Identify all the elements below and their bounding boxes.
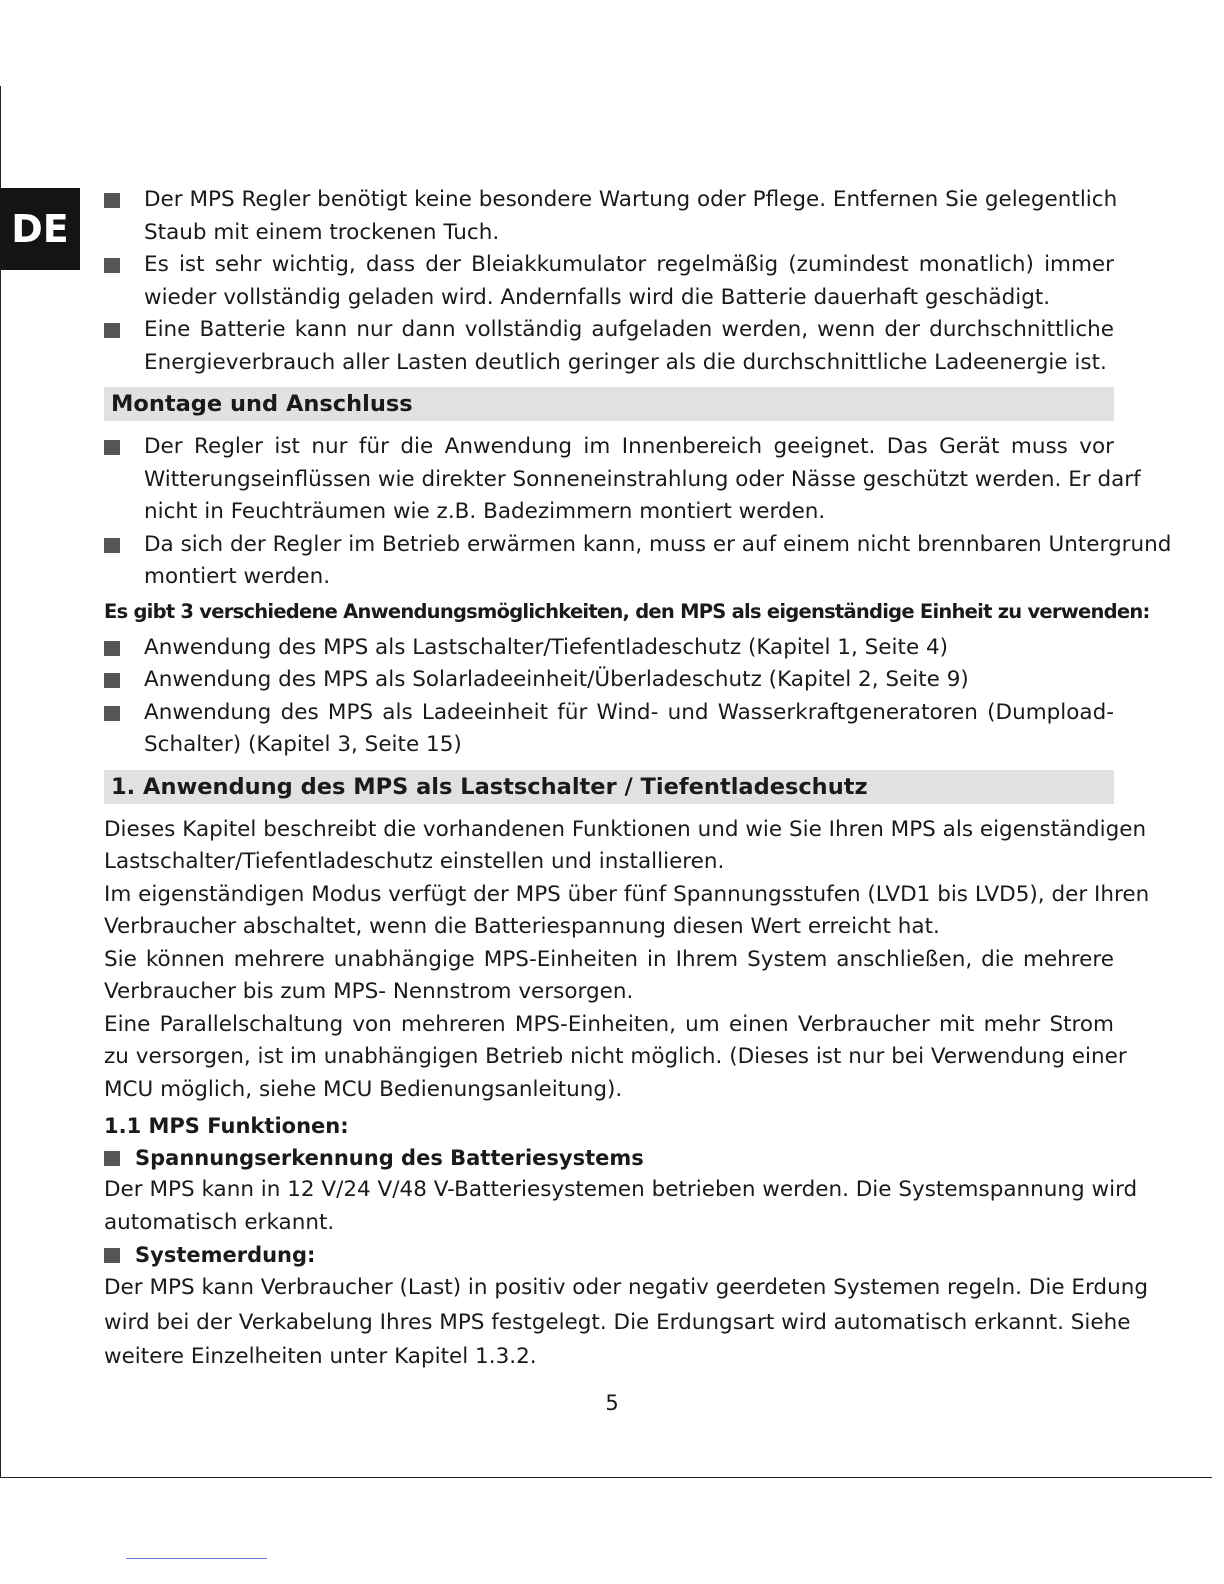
list-item <box>104 431 1141 529</box>
text-line: MCU möglich, siehe MCU Bedienungsanleitung). <box>104 1076 623 1102</box>
feature-heading <box>104 1239 1114 1271</box>
text-line: Anwendung des MPS als Ladeeinheit für Wind- und Wasserkraftgeneratoren (Dumpload- <box>144 699 1114 725</box>
text-line: Anwendung des MPS als Solarladeeinheit/Überladeschutz (Kapitel 2, Seite 9) <box>144 667 969 692</box>
square-bullet-icon <box>104 258 120 273</box>
text-line: Eine Batterie kann nur dann vollständig aufgeladen werden, wenn der durchschnittliche <box>144 317 1114 342</box>
text-line: Anwendung des MPS als Lastschalter/Tiefentladeschutz (Kapitel 1, Seite 4) <box>144 634 949 660</box>
text-line: Energieverbrauch aller Lasten deutlich geringer als die durchschnittliche Ladeenergie ist. <box>144 349 1107 375</box>
list-item <box>104 249 1114 314</box>
text-line: Es ist sehr wichtig, dass der Bleiakkumulator regelmäßig (zumindest monatlich) immer <box>144 252 1114 277</box>
subsection-title: 1.1 MPS Funktionen: <box>104 1114 349 1138</box>
text-line: Witterungseinflüssen wie direkter Sonneneinstrahlung oder Nässe geschützt werden. Er darf <box>144 466 1141 492</box>
text-line: montiert werden. <box>144 564 331 589</box>
feature-title: Systemerdung: <box>135 1243 316 1267</box>
text-line: Eine Parallelschaltung von mehreren MPS-Einheiten, um einen Verbraucher mit mehr Strom <box>104 1011 1114 1037</box>
list-item <box>104 664 1114 697</box>
language-tab: DE <box>0 188 80 270</box>
square-bullet-icon <box>104 673 120 688</box>
paragraph <box>104 944 1114 1009</box>
feature-title: Spannungserkennung des Batteriesystems <box>135 1146 644 1170</box>
text-line: Der Regler ist nur für die Anwendung im Innenbereich geeignet. Das Gerät muss vor <box>144 434 1114 459</box>
square-bullet-icon <box>104 1151 120 1166</box>
page-content <box>104 184 1172 1375</box>
text-line: wird bei der Verkabelung Ihres MPS festgelegt. Die Erdungsart wird automatisch erkannt. Siehe <box>104 1309 1131 1335</box>
square-bullet-icon <box>104 641 120 656</box>
list-item <box>104 314 1114 379</box>
text-line: Im eigenständigen Modus verfügt der MPS über fünf Spannungsstufen (LVD1 bis LVD5), der Ihren <box>104 881 1150 907</box>
square-bullet-icon <box>104 1248 120 1263</box>
text-line: wieder vollständig geladen wird. Andernfalls wird die Batterie dauerhaft geschädigt. <box>144 284 1051 310</box>
list-item <box>104 529 1172 594</box>
text-line: Da sich der Regler im Betrieb erwärmen kann, muss er auf einem nicht brennbaren Untergrund <box>144 531 1172 557</box>
square-bullet-icon <box>104 706 120 721</box>
text-line: Schalter) (Kapitel 3, Seite 15) <box>144 732 462 757</box>
paragraph <box>104 1271 1148 1375</box>
text-line: Der MPS kann Verbraucher (Last) in positiv oder negativ geerdeten Systemen regeln. Die Erdung <box>104 1275 1148 1300</box>
text-line: nicht in Feuchträumen wie z.B. Badezimmern montiert werden. <box>144 499 826 524</box>
paragraph <box>104 1174 1138 1239</box>
footer-line <box>126 1558 267 1559</box>
page-border-left <box>0 86 1 1478</box>
square-bullet-icon <box>104 440 120 455</box>
text-line: Der MPS Regler benötigt keine besondere Wartung oder Pflege. Entfernen Sie gelegentlich <box>144 187 1118 212</box>
feature-heading <box>104 1142 1114 1174</box>
text-line: Lastschalter/Tiefentladeschutz einstellen und installieren. <box>104 849 725 874</box>
list-item <box>104 184 1118 249</box>
text-line: Sie können mehrere unabhängige MPS-Einheiten in Ihrem System anschließen, die mehrere <box>104 946 1114 972</box>
paragraph <box>104 1009 1127 1107</box>
paragraph <box>104 879 1150 944</box>
bold-note: Es gibt 3 verschiedene Anwendungsmöglichkeiten, den MPS als eigenständige Einheit zu verwenden: <box>104 599 1150 623</box>
text-line: Staub mit einem trockenen Tuch. <box>144 219 500 245</box>
text-line: zu versorgen, ist im unabhängigen Betrieb nicht möglich. (Dieses ist nur bei Verwendung einer <box>104 1044 1127 1069</box>
square-bullet-icon <box>104 193 120 208</box>
page-border-bottom <box>0 1477 1212 1478</box>
list-item <box>104 632 1114 665</box>
section-heading-chapter-1: 1. Anwendung des MPS als Lastschalter / Tiefentladeschutz <box>104 770 1114 804</box>
section-heading-montage: Montage und Anschluss <box>104 387 1114 421</box>
list-item <box>104 697 1114 762</box>
square-bullet-icon <box>104 538 120 553</box>
text-line: Verbraucher abschaltet, wenn die Batteriespannung diesen Wert erreicht hat. <box>104 914 940 939</box>
text-line: Verbraucher bis zum MPS- Nennstrom versorgen. <box>104 979 634 1004</box>
paragraph <box>104 814 1147 879</box>
text-line: weitere Einzelheiten unter Kapitel 1.3.2. <box>104 1344 537 1369</box>
square-bullet-icon <box>104 323 120 338</box>
text-line: Der MPS kann in 12 V/24 V/48 V-Batteriesystemen betrieben werden. Die Systemspannung wird <box>104 1177 1138 1202</box>
page-number: 5 <box>605 1391 619 1415</box>
text-line: automatisch erkannt. <box>104 1209 335 1235</box>
text-line: Dieses Kapitel beschreibt die vorhandenen Funktionen und wie Sie Ihren MPS als eigenständigen <box>104 816 1147 842</box>
